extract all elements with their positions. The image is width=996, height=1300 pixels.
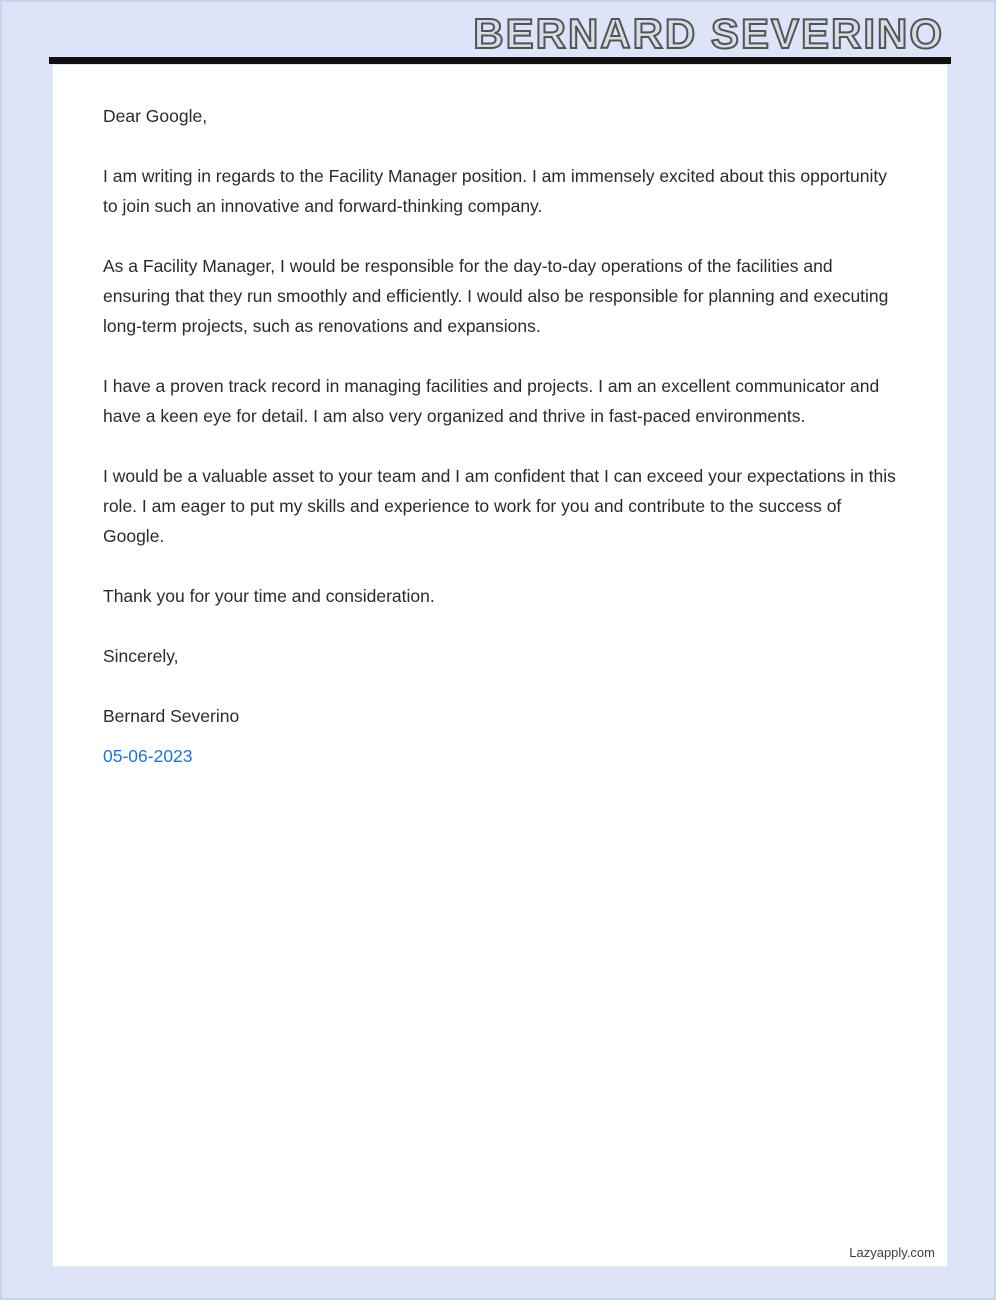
letter-body [103, 101, 897, 771]
letter-date: 05-06-2023 [103, 746, 193, 766]
paragraph-responsibilities: As a Facility Manager, I would be responsible for the day-to-day operations of the facilities and ensuring that they run smoothly and efficiently. I would also be responsible for planning and executing long-term projects, such as renovations and expansions. [103, 256, 889, 336]
paragraph-track-record: I have a proven track record in managing facilities and projects. I am an excellent communicator and have a keen eye for detail. I am also very organized and thrive in fast-paced environments. [103, 376, 880, 426]
letter-page [52, 64, 948, 1267]
paragraph-intro: I am writing in regards to the Facility Manager position. I am immensely excited about this opportunity to join such an innovative and forward-thinking company. [103, 166, 887, 216]
signature-name: Bernard Severino [103, 706, 240, 726]
closing: Sincerely, [103, 646, 179, 666]
header-divider [49, 57, 951, 64]
brand-footer: Lazyapply.com [849, 1245, 935, 1260]
paragraph-value: I would be a valuable asset to your team and I am confident that I can exceed your expectations in this role. I am eager to put my skills and experience to work for you and contribute to the success of Google. [103, 466, 896, 546]
paragraph-thanks: Thank you for your time and consideration. [103, 586, 435, 606]
salutation: Dear Google, [103, 106, 208, 126]
letterhead-name: BERNARD SEVERINO [473, 10, 944, 57]
